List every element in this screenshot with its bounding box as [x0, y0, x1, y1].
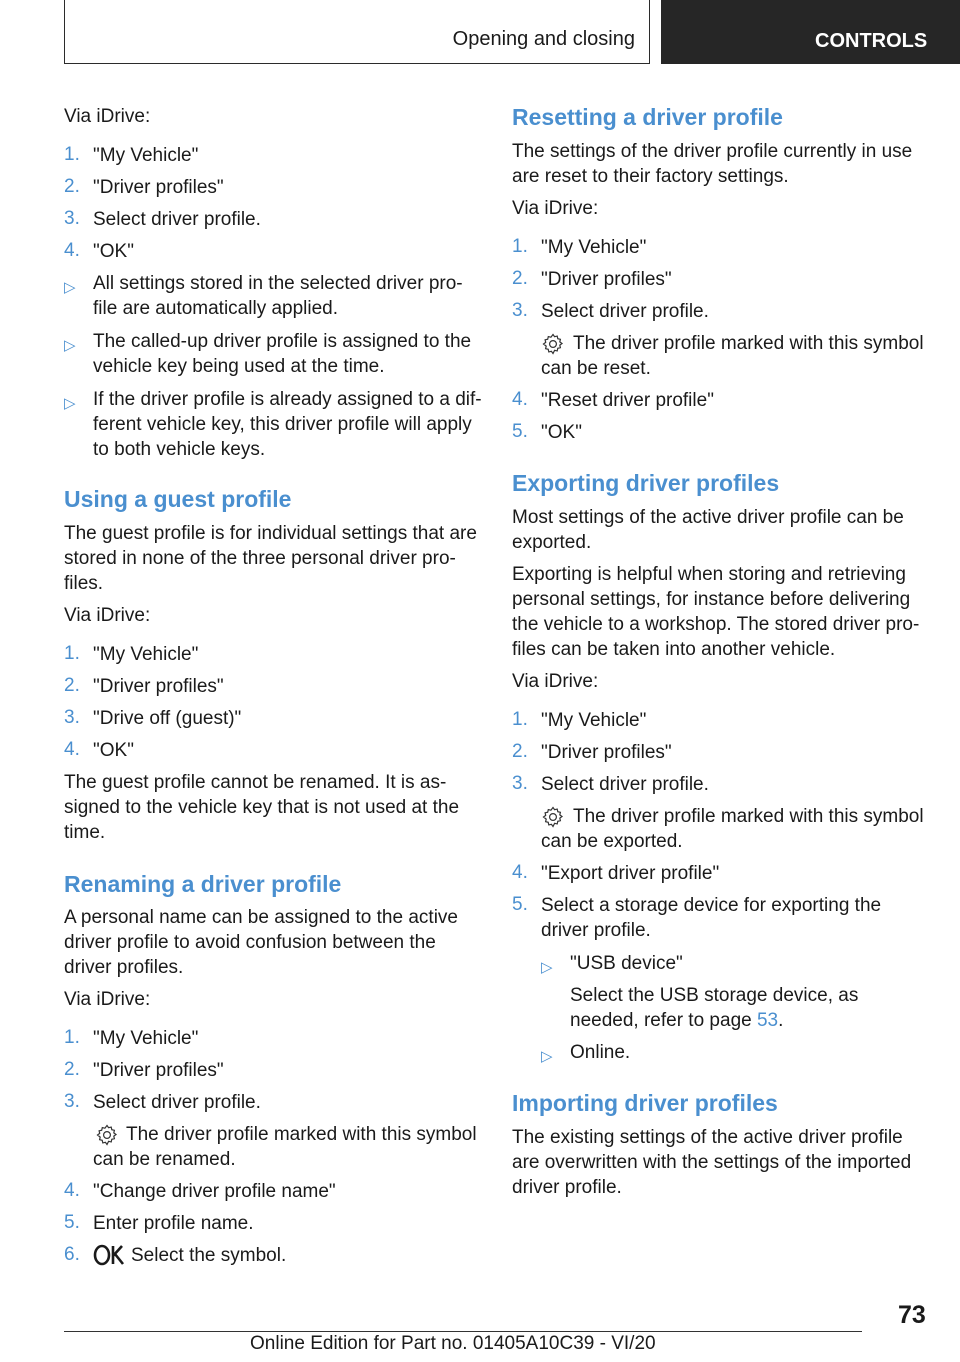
step-text: "My Vehicle"	[541, 237, 647, 258]
section-heading-guest: Using a guest profile	[64, 486, 292, 512]
bullet-text: Online.	[570, 1042, 631, 1063]
step-text: "Reset driver profile"	[541, 390, 714, 411]
section-heading-reset: Resetting a driver profile	[512, 104, 783, 130]
page-number: 73	[898, 1301, 926, 1329]
header-section-box	[64, 0, 650, 64]
bullet-text: to both vehicle keys.	[93, 439, 266, 460]
symbol-note: The driver profile marked with this symbol	[573, 806, 924, 827]
paragraph-line: driver profile to avoid confusion between the	[64, 932, 436, 953]
step-text: "My Vehicle"	[93, 644, 199, 665]
step-text: "Driver profiles"	[93, 1060, 224, 1081]
step-text: Select driver profile.	[541, 301, 709, 322]
step-text: "OK"	[93, 740, 134, 761]
step-number: 3.	[512, 300, 528, 321]
step-text: "Driver profiles"	[541, 742, 672, 763]
paragraph-line: The guest profile is for individual settings that are	[64, 523, 477, 544]
via-idrive-label: Via iDrive:	[64, 605, 151, 626]
paragraph-line: signed to the vehicle key that is not used at the	[64, 797, 460, 818]
paragraph-line: personal settings, for instance before delivering	[512, 589, 911, 610]
step-text: "Export driver profile"	[541, 863, 720, 884]
page-reference-line	[570, 1008, 783, 1033]
step-text: Select driver profile.	[541, 774, 709, 795]
paragraph-line: driver profiles.	[64, 957, 184, 978]
paragraph-line: files.	[64, 573, 104, 594]
paragraph-line: Most settings of the active driver profile can be	[512, 507, 904, 528]
section-heading-import: Importing driver profiles	[512, 1090, 778, 1116]
step-number: 4.	[512, 862, 528, 883]
triangle-bullet-icon: ▷	[541, 959, 553, 976]
bullet-text: "USB device"	[570, 953, 683, 974]
step-text: "My Vehicle"	[93, 1028, 199, 1049]
paragraph-line: The guest profile cannot be renamed. It is as‐	[64, 772, 447, 793]
page-reference-text: needed, refer to page	[570, 1010, 757, 1031]
page-reference-period: .	[778, 1010, 784, 1031]
symbol-note: can be exported.	[541, 831, 683, 852]
step-text: "Change driver profile name"	[93, 1181, 336, 1202]
step-number: 1.	[512, 709, 528, 730]
section-heading-rename: Renaming a driver profile	[64, 871, 342, 897]
step-text: Select the symbol.	[131, 1245, 287, 1266]
paragraph-line: files can be taken into another vehicle.	[512, 639, 836, 660]
step-number: 3.	[512, 773, 528, 794]
step-text: Select a storage device for exporting the	[541, 895, 882, 916]
header-chapter-box	[661, 0, 960, 64]
step-number: 2.	[64, 1059, 80, 1080]
step-number: 6.	[64, 1244, 80, 1265]
bullet-text: vehicle key being used at the time.	[93, 356, 385, 377]
step-number: 5.	[512, 421, 528, 442]
step-text: "My Vehicle"	[541, 710, 647, 731]
bullet-text: Select the USB storage device, as	[570, 985, 859, 1006]
step-text: Select driver profile.	[93, 209, 261, 230]
footer-edition: Online Edition for Part no. 01405A10C39 - VI/20	[250, 1333, 656, 1354]
triangle-bullet-icon: ▷	[541, 1048, 553, 1065]
step-number: 2.	[512, 741, 528, 762]
bullet-text: file are automatically applied.	[93, 298, 339, 319]
step-number: 4.	[64, 1180, 80, 1201]
paragraph-line: A personal name can be assigned to the active	[64, 907, 458, 928]
step-number: 3.	[64, 1091, 80, 1112]
step-number: 1.	[64, 144, 80, 165]
via-idrive-label: Via iDrive:	[512, 671, 599, 692]
step-text: "Driver profiles"	[93, 676, 224, 697]
paragraph-line: exported.	[512, 532, 592, 553]
triangle-bullet-icon: ▷	[64, 337, 76, 354]
step-number: 2.	[64, 675, 80, 696]
step-number: 5.	[512, 894, 528, 915]
step-text: "OK"	[541, 422, 582, 443]
step-number: 3.	[64, 707, 80, 728]
page-link[interactable]: 53	[756, 1010, 779, 1031]
paragraph-line: are reset to their factory settings.	[512, 166, 789, 187]
ok-symbol-icon	[93, 1243, 125, 1272]
triangle-bullet-icon: ▷	[64, 395, 76, 412]
bullet-text: ferent vehicle key, this driver profile will apply	[93, 414, 472, 435]
symbol-note: can be reset.	[541, 358, 651, 379]
step-text: Select driver profile.	[93, 1092, 261, 1113]
step-text: "Driver profiles"	[93, 177, 224, 198]
bullet-text: If the driver profile is already assigned to a dif‐	[93, 389, 482, 410]
step-number: 2.	[64, 176, 80, 197]
step-number: 1.	[64, 1027, 80, 1048]
section-heading-export: Exporting driver profiles	[512, 470, 780, 496]
step-number: 1.	[64, 643, 80, 664]
paragraph-line: are overwritten with the settings of the imported	[512, 1152, 912, 1173]
paragraph-line: The existing settings of the active driver profile	[512, 1127, 903, 1148]
symbol-note: can be renamed.	[93, 1149, 236, 1170]
paragraph-line: stored in none of the three personal driver pro‐	[64, 548, 456, 569]
chapter-title: CONTROLS	[815, 30, 928, 52]
paragraph-line: time.	[64, 822, 106, 843]
step-number: 1.	[512, 236, 528, 257]
paragraph-line: Exporting is helpful when storing and retrieving	[512, 564, 906, 585]
paragraph-line: The settings of the driver profile currently in use	[512, 141, 913, 162]
step-number: 4.	[64, 739, 80, 760]
step-number: 4.	[64, 240, 80, 261]
step-text: Enter profile name.	[93, 1213, 254, 1234]
step-number: 5.	[64, 1212, 80, 1233]
step-text: "Driver profiles"	[541, 269, 672, 290]
paragraph-line: driver profile.	[512, 1177, 622, 1198]
step-number: 2.	[512, 268, 528, 289]
via-idrive-label: Via iDrive:	[64, 989, 151, 1010]
section-title: Opening and closing	[452, 28, 635, 50]
paragraph-line: the vehicle to a workshop. The stored driver pro‐	[512, 614, 920, 635]
step-number: 4.	[512, 389, 528, 410]
step-number: 3.	[64, 208, 80, 229]
step-text: "OK"	[93, 241, 134, 262]
bullet-text: All settings stored in the selected driver pro‐	[93, 273, 463, 294]
triangle-bullet-icon: ▷	[64, 279, 76, 296]
via-idrive-label: Via iDrive:	[64, 106, 151, 127]
footer-divider	[64, 1331, 862, 1332]
via-idrive-label: Via iDrive:	[512, 198, 599, 219]
step-text: "Drive off (guest)"	[93, 708, 242, 729]
bullet-text: The called-up driver profile is assigned to the	[93, 331, 472, 352]
step-text: "My Vehicle"	[93, 145, 199, 166]
symbol-note: The driver profile marked with this symbol	[126, 1124, 477, 1145]
step-text: driver profile.	[541, 920, 651, 941]
symbol-note: The driver profile marked with this symbol	[573, 333, 924, 354]
